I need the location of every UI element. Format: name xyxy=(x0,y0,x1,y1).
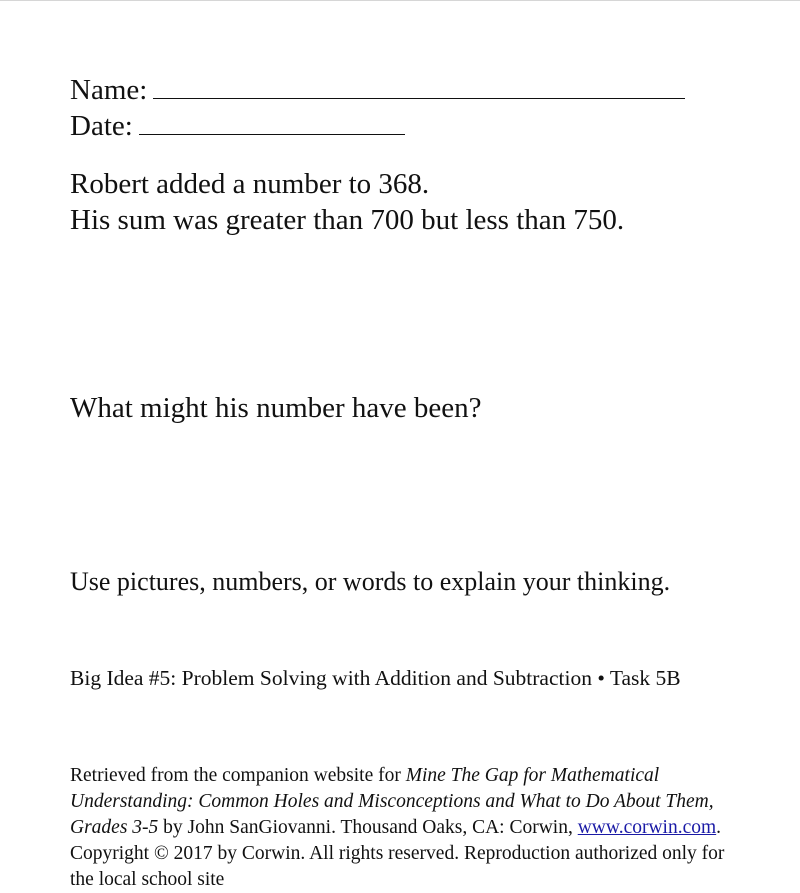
problem-line-1: Robert added a number to 368. xyxy=(70,168,430,200)
name-label: Name: xyxy=(70,74,148,106)
name-blank-line xyxy=(153,74,685,99)
corwin-link[interactable]: www.corwin.com xyxy=(577,817,717,838)
citation-text xyxy=(70,763,730,893)
problem-statement xyxy=(70,166,624,238)
task-info: Big Idea #5: Problem Solving with Addition and Subtraction • Task 5B xyxy=(70,666,681,690)
citation-suffix: . Copyright © 2017 by Corwin. All rights reserved. Reproduction authorized only for the local school site xyxy=(70,817,725,890)
citation-middle: by John SanGiovanni. Thousand Oaks, CA: Corwin, xyxy=(158,817,578,838)
date-label: Date: xyxy=(70,110,133,142)
name-row xyxy=(70,72,685,108)
problem-line-2: His sum was greater than 700 but less than 750. xyxy=(70,204,625,236)
date-row xyxy=(70,108,405,144)
date-blank-line xyxy=(139,110,405,135)
citation-prefix: Retrieved from the companion website for xyxy=(70,765,406,786)
page-top-border xyxy=(0,0,800,1)
question-text: What might his number have been? xyxy=(70,392,482,424)
book-title: Mine The Gap for Mathematical Understanding: Common Holes and Misconceptions and What to Do About Them, Grades 3-5 xyxy=(70,765,714,838)
instruction-text: Use pictures, numbers, or words to explain your thinking. xyxy=(70,567,671,596)
